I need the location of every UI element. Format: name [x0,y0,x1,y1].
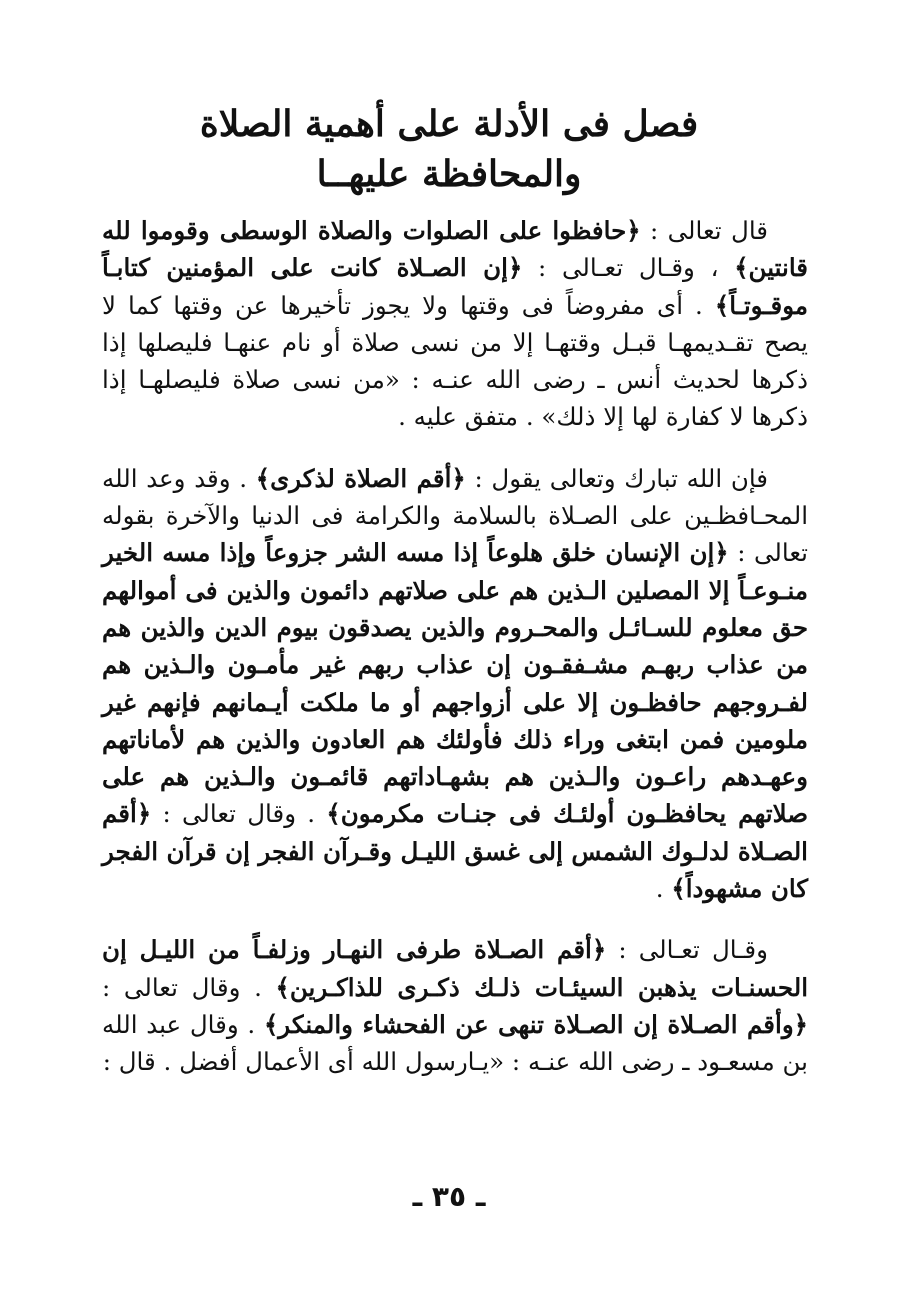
quran-verse: ﴿إن الإنسان خلق هلوعاً إذا مسه الشر جزوعاً وإذا مسه الخير منـوعـاً إلا المصلين الـذين هم على صلاتهم دائمون والذين فى أموالهم حق معلوم للسـائـل والمحـروم والذين يصدقون بيوم الدين والذين هم من عذاب ربهـم مشـفقـون إن عذاب ربهم غير مأمـون والـذين هم لفـروجهم حافظـون إلا على أزواجهم أو ما ملكت أيـمانهم فإنهم غير ملومين فمن ابتغى وراء ذلك فأولئك هم العادون والذين هم لأماناتهم وعهـدهم راعـون والـذين هم بشهـاداتهم قائمـون والـذين هم على صلاتهم يحافظـون أولئـك فى جنـات مكرمون﴾ [102,538,808,829]
quran-verse: ﴿أقم الصـلاة لدلـوك الشمس إلى غسق الليـل وقـرآن الفجر إن قرآن الفجر كان مشهوداً﴾ [102,799,808,904]
text-segment: . وقال تعالى : [102,972,276,1002]
chapter-title-line-1: فصل فى الأدلة على أهمية الصلاة [199,103,699,145]
paragraph-spacer [102,907,808,931]
quran-verse: ﴿أقم الصـلاة طرفى النهـار وزلفـاً من الليـل إن الحسنـات يذهبن السيئـات ذلـك ذكـرى للذاكـرين﴾ [102,935,809,1002]
chapter-title-line-2: والمحافظة عليهــا [316,153,582,195]
paragraph [102,931,808,1080]
text-segment: . وقال تعالى : [151,799,327,829]
paragraph [102,212,808,436]
text-segment: قال تعالى : [640,216,768,245]
text-segment: . وقال عبد الله بن مسعـود ـ رضى الله عنـه : «يـارسول الله أى الأعمال أفضل . قال : [102,1009,808,1077]
quran-verse: ﴿أقم الصلاة لذكرى﴾ [255,463,466,493]
paragraph [102,460,808,908]
text-segment: وقـال تعـالى : [606,935,768,965]
page-number: ـ ٣٥ ـ [412,1180,486,1213]
quran-verse: ﴿حافظوا على الصلوات والصلاة الوسطى وقوموا لله قانتين﴾ [102,216,808,283]
body-text [102,212,808,1081]
text-segment: ، وقـال تعـالى : [522,253,735,283]
paragraph-spacer [102,436,808,460]
text-segment: . وقد وعد الله المحـافظـين على الصـلاة بالسلامة والكرامة فى الدنيا والآخرة بقوله تعالى : [102,463,808,568]
text-segment: . أى مفروضاً فى وقتها ولا يجوز تأخيرها عن وقتها كما لا يصح تقـديمهـا قبـل وقتهـا إلا من نسى صلاة أو نام عنهـا فليصلها إذا ذكرها لحديث أنس ـ رضى الله عنـه : «من نسى صلاة فليصلهـا إذا ذكرها لا كفارة لها إلا ذلك» . متفق عليه . [102,290,808,432]
text-segment: . [655,874,672,904]
quran-verse: ﴿وأقم الصـلاة إن الصـلاة تنهى عن الفحشاء والمنكر﴾ [263,1009,809,1039]
text-segment: فإن الله تبارك وتعالى يقول : [465,463,769,493]
quran-verse: ﴿إن الصـلاة كانت على المؤمنين كتابـاً موقـوتـاً﴾ [102,253,808,320]
